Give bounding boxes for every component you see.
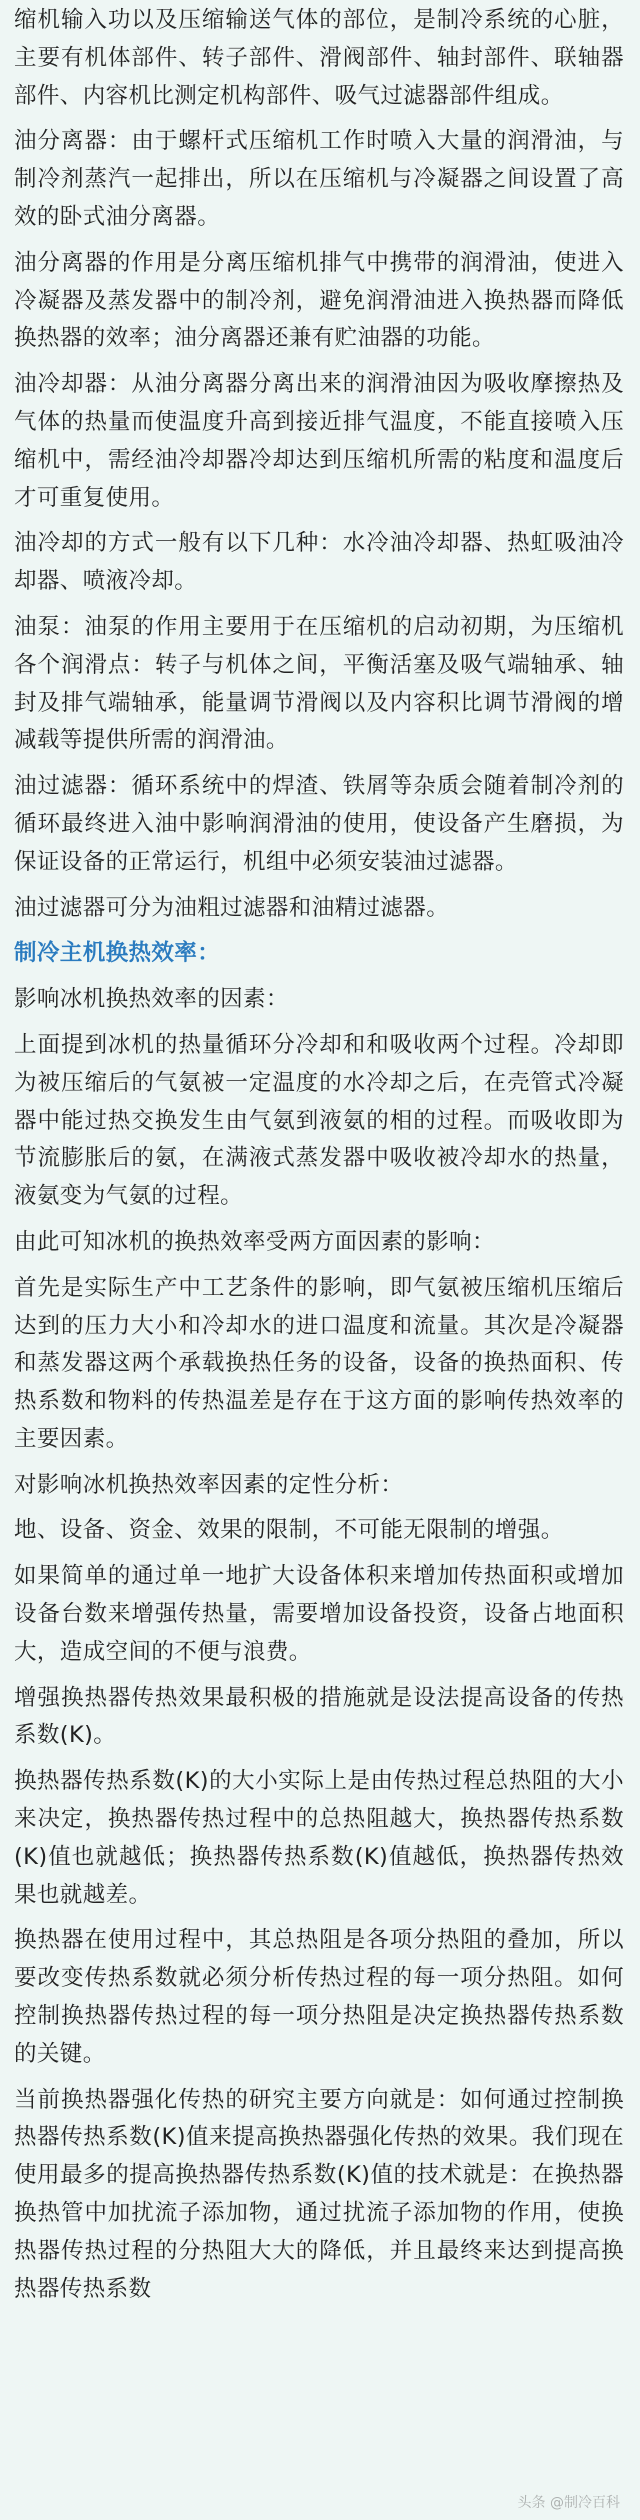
- paragraph: 对影响冰机换热效率因素的定性分析：: [14, 1471, 404, 1498]
- paragraph: 油分离器：由于螺杆式压缩机工作时喷入大量的润滑油，与制冷剂蒸汽一起排出，所以在压缩机与冷凝器之间设置了高效的卧式油分离器。: [14, 128, 624, 230]
- paragraph: 油过滤器：循环系统中的焊渣、铁屑等杂质会随着制冷剂的循环最终进入油中影响润滑油的使用，使设备产生磨损，为保证设备的正常运行，机组中必须安装油过滤器。: [14, 773, 624, 875]
- paragraph: 首先是实际生产中工艺条件的影响，即气氨被压缩机压缩后达到的压力大小和冷却水的进口温度和流量。其次是冷凝器和蒸发器这两个承载换热任务的设备，设备的换热面积、传热系数和物料的传热温差是存在于这方面的影响传热效率的主要因素。: [14, 1274, 624, 1452]
- paragraph: 油冷却的方式一般有以下几种：水冷油冷却器、热虹吸油冷却器、喷液冷却。: [14, 530, 624, 595]
- paragraph: 换热器在使用过程中，其总热阻是各项分热阻的叠加，所以要改变传热系数就必须分析传热过程的每一项分热阻。如何控制换热器传热过程的每一项分热阻是决定换热器传热系数的关键。: [14, 1927, 624, 2067]
- paragraph: 上面提到冰机的热量循环分冷却和和吸收两个过程。冷却即为被压缩后的气氨被一定温度的水冷却之后，在壳管式冷凝器中能过热交换发生由气氨到液氨的相的过程。而吸收即为节流膨胀后的氨，在满液式蒸发器中吸收被冷却水的热量，液氨变为气氨的过程。: [14, 1031, 624, 1210]
- paragraph: 由此可知冰机的换热效率受两方面因素的影响：: [14, 1228, 495, 1255]
- paragraph: 如果简单的通过单一地扩大设备体积来增加传热面积或增加设备台数来增强传热量，需要增加设备投资，设备占地面积大，造成空间的不便与浪费。: [14, 1563, 624, 1665]
- paragraph: 油分离器的作用是分离压缩机排气中携带的润滑油，使进入冷凝器及蒸发器中的制冷剂，避免润滑油进入换热器而降低换热器的效率；油分离器还兼有贮油器的功能。: [14, 249, 624, 352]
- section-heading: 制冷主机换热效率：: [14, 940, 221, 967]
- paragraph: 当前换热器强化传热的研究主要方向就是：如何通过控制换热器传热系数(K)值来提高换热器强化传热的效果。我们现在使用最多的提高换热器传热系数(K)值的技术就是：在换热器换热管中加扰流子添加物，通过扰流子添加物的作用，使换热器传热过程的分热阻大大的降低，并且最终来达到提高换热器传热系数: [14, 2086, 624, 2302]
- paragraph: 地、设备、资金、效果的限制，不可能无限制的增强。: [14, 1517, 564, 1544]
- paragraph: 影响冰机换热效率的因素：: [14, 986, 289, 1013]
- paragraph: 增强换热器传热效果最积极的措施就是设法提高设备的传热系数(K)。: [14, 1684, 624, 1749]
- article-body: [14, 2, 624, 2308]
- paragraph: 油泵：油泵的作用主要用于在压缩机的启动初期，为压缩机各个润滑点：转子与机体之间，平衡活塞及吸气端轴承、轴封及排气端轴承，能量调节滑阀以及内容积比调节滑阀的增减载等提供所需的润滑油。: [14, 613, 624, 754]
- paragraph: 油冷却器：从油分离器分离出来的润滑油因为吸收摩擦热及气体的热量而使温度升高到接近排气温度，不能直接喷入压缩机中，需经油冷却器冷却达到压缩机所需的粘度和温度后才可重复使用。: [14, 371, 624, 511]
- paragraph: 换热器传热系数(K)的大小实际上是由传热过程总热阻的大小来决定，换热器传热过程中的总热阻越大，换热器传热系数(K)值也就越低；换热器传热系数(K)值越低，换热器传热效果也就越差。: [14, 1768, 624, 1908]
- paragraph: 缩机输入功以及压缩输送气体的部位，是制冷系统的心脏，主要有机体部件、转子部件、滑阀部件、轴封部件、联轴器部件、内容机比测定机构部件、吸气过滤器部件组成。: [14, 7, 624, 109]
- watermark: 头条 @制冷百科: [517, 2495, 620, 2511]
- paragraph: 油过滤器可分为油粗过滤器和油精过滤器。: [14, 894, 450, 921]
